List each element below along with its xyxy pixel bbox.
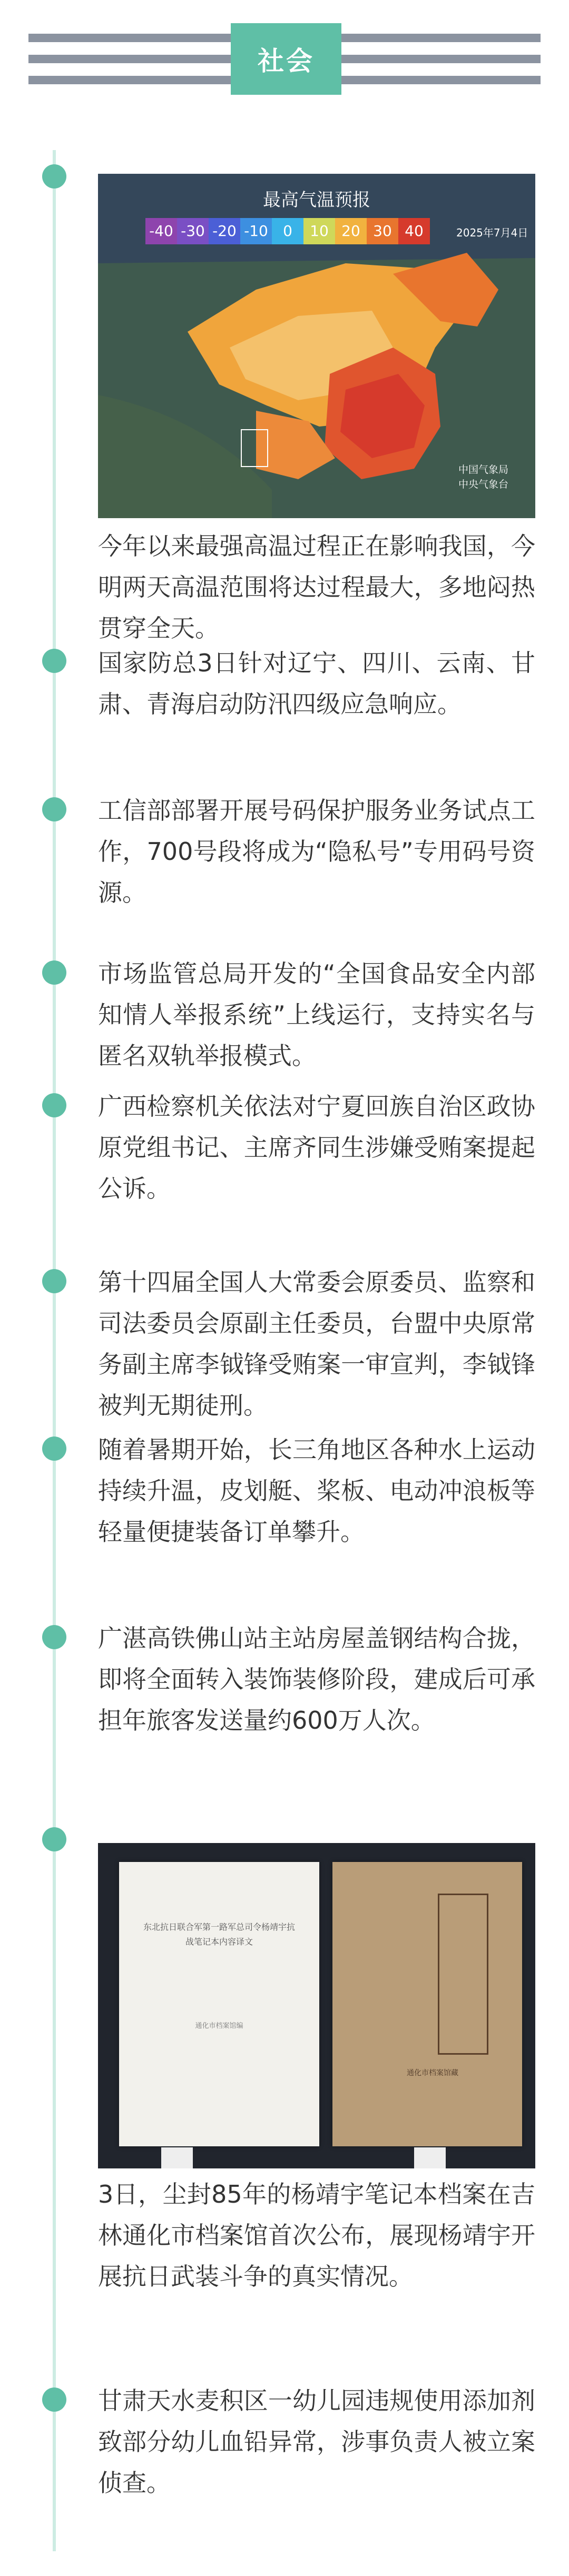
timeline-dot (42, 649, 66, 673)
news-entry-text: 广西检察机关依法对宁夏回族自治区政协原党组书记、主席齐同生涉嫌受贿案提起公诉。 (98, 1092, 535, 1203)
timeline-dot (42, 960, 66, 985)
header-stripes-right (341, 34, 541, 84)
stripe (341, 76, 541, 84)
stripe (28, 34, 231, 42)
scale-swatch: 40 (398, 218, 430, 244)
weather-forecast-image (98, 174, 535, 518)
archive-seal-text: 通化市档案馆藏 (407, 2069, 458, 2077)
header-stripes-left (28, 34, 231, 84)
original-notebook-cover (332, 1862, 522, 2146)
timeline-dot (42, 164, 66, 189)
scale-swatch: -30 (177, 218, 209, 244)
translation-document (119, 1862, 319, 2146)
stripe (341, 34, 541, 42)
section-badge: 社会 (231, 23, 341, 95)
document-title: 东北抗日联合军第一路军总司令杨靖宇抗战笔记本内容译文 (143, 1922, 295, 1947)
timeline-dot (42, 797, 66, 821)
news-entry-text: 第十四届全国人大常委会原委员、监察和司法委员会原副主任委员，台盟中央原常务副主席李钺锋受贿案一审宣判，李钺锋被判无期徒刑。 (98, 1268, 535, 1420)
scale-swatch: 20 (335, 218, 367, 244)
timeline-dot (42, 1269, 66, 1293)
news-entry-text: 广湛高铁佛山站主站房屋盖钢结构合拢，即将全面转入装饰装修阶段，建成后可承担年旅客发送量约600万人次。 (98, 1624, 535, 1735)
news-entry-text: 3日，尘封85年的杨靖宇笔记本档案在吉林通化市档案馆首次公布，展现杨靖宇开展抗日武装斗争的真实情况。 (98, 2180, 535, 2291)
credit-line: 中央气象台 (458, 479, 509, 490)
news-entry-text: 工信部部署开展号码保护服务业务试点工作，700号段将成为“隐私号”专用码号资源。 (98, 796, 535, 907)
scale-swatch: -20 (209, 218, 240, 244)
stripe (28, 76, 231, 84)
cover-frame (438, 1894, 488, 2055)
section-header (0, 0, 569, 126)
scale-swatch: 0 (272, 218, 303, 244)
timeline-dot (42, 1827, 66, 1851)
timeline-line (53, 150, 56, 2551)
timeline-dot (42, 2387, 66, 2412)
scale-swatch: -40 (145, 218, 177, 244)
credit-line: 中国气象局 (458, 464, 509, 475)
document-org: 通化市档案馆编 (195, 2022, 243, 2030)
binder-clip (414, 2147, 446, 2168)
map-credit (458, 462, 508, 492)
stripe (341, 55, 541, 63)
temperature-scale (145, 218, 430, 244)
map-title: 最高气温预报 (263, 190, 370, 211)
archive-notebook-image (98, 1843, 535, 2168)
news-entry-text: 随着暑期开始，长三角地区各种水上运动持续升温，皮划艇、桨板、电动冲浪板等轻量便捷装备订单攀升。 (98, 1435, 535, 1546)
timeline-dot (42, 1625, 66, 1649)
scale-swatch: 30 (367, 218, 398, 244)
timeline-dot (42, 1436, 66, 1461)
binder-clip (161, 2147, 193, 2168)
scale-swatch: 10 (303, 218, 335, 244)
news-entry-text: 市场监管总局开发的“全国食品安全内部知情人举报系统”上线运行，支持实名与匿名双轨举报模式。 (98, 959, 535, 1070)
news-entry-text: 国家防总3日针对辽宁、四川、云南、甘肃、青海启动防汛四级应急响应。 (98, 649, 535, 718)
scale-swatch: -10 (240, 218, 272, 244)
news-entry-text: 甘肃天水麦积区一幼儿园违规使用添加剂致部分幼儿血铅异常，涉事负责人被立案侦查。 (98, 2386, 535, 2497)
timeline-dot (42, 1093, 66, 1117)
news-entry-text: 今年以来最强高温过程正在影响我国，今明两天高温范围将达过程最大，多地闷热贯穿全天。 (98, 532, 535, 642)
stripe (28, 55, 231, 63)
map-date: 2025年7月4日 (456, 226, 528, 239)
